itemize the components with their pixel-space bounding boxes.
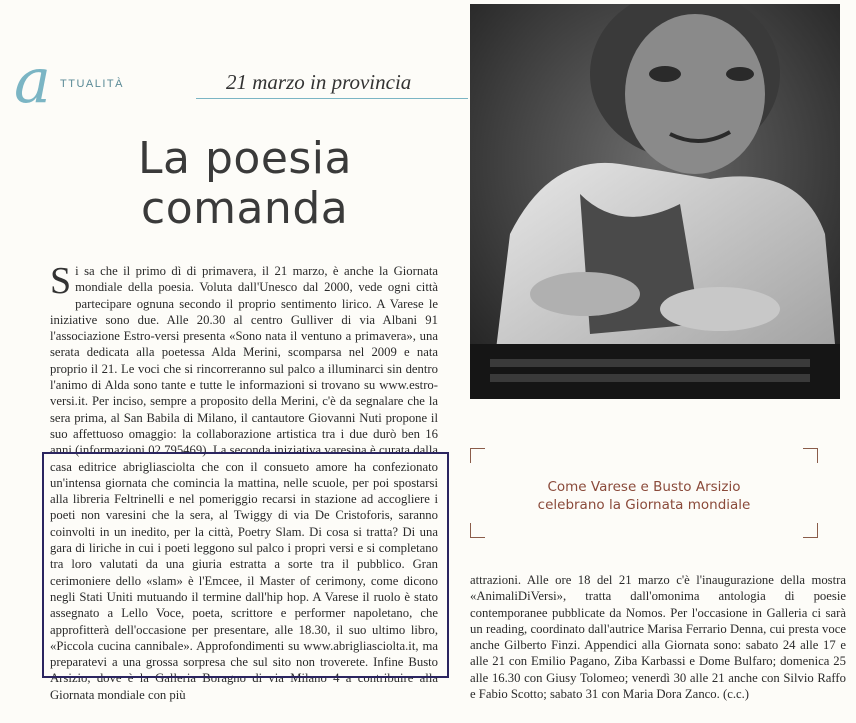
kicker: 21 marzo in provincia xyxy=(226,70,412,94)
article-column-1 xyxy=(50,260,438,703)
kicker-rule xyxy=(196,98,468,99)
article-body-col2: attrazioni. Alle ore 18 del 21 marzo c'è l'inaugurazione della mostra «AnimaliDiVersi», tratta dall'omonima antologia di poesie contemporanee pubblicate da Nomos. Per l'occasione in Galleria ci sarà un reading, coordinato dall'autrice Marisa Ferrario Denna, cui presta voce anche Gilberto Finzi. Appendici alla Giornata sono: sabato 24 alle 17 e alle 21 con Emilio Pagano, Ziba Karbassi e Dome Bulfaro; domenica 25 alle 16.30 con Giusy Tolomeo; venerdì 30 alle 21 anche con Silvio Raffo e Fabio Scotto; sabato 31 con Maria Dora Zanco. (c.c.) xyxy=(470,573,846,702)
title-line-1: La poesia xyxy=(138,133,352,184)
drop-cap: S xyxy=(50,260,72,302)
title-line-2: comanda xyxy=(141,183,349,234)
pull-quote-text xyxy=(470,478,818,514)
pull-quote-line-1: Come Varese e Busto Arsizio xyxy=(547,479,741,495)
photo-woman-typewriter xyxy=(470,4,840,399)
corner-bracket xyxy=(803,448,818,463)
section-label: TTUALITÀ xyxy=(60,78,124,90)
section-initial: a xyxy=(14,44,51,117)
pull-quote-line-2: celebrano la Giornata mondiale xyxy=(537,497,751,513)
corner-bracket xyxy=(470,448,485,463)
page-title xyxy=(138,134,352,234)
article-body-col1: i sa che il primo dì di primavera, il 21 marzo, è anche la Giornata mondiale della poesia. Voluta dall'Unesco dal 2000, vede ogni città partecipare ognuna secondo il proprio sentimento lirico. A Varese le iniziative sono due. Alle 20.30 al centro Gulliver di via Albani 91 l'associazione Estro-versi presenta «Sono nata il ventuno a primavera», una serata dedicata alla poetessa Alda Merini, scomparsa nel 2009 e nata proprio il 21. Le voci che si rincorreranno sul palco a illuminarci sin dentro l'animo di Alda sono tante e tutte le informazioni si trovano su www.estro-versi.it. Per inciso, sempre a proposito della Merini, c'è da segnalare che la sera prima, al San Babila di Milano, il cantautore Giovanni Nuti propone il suo affettuoso omaggio: la collaborazione artistica tra i due durò ben 16 anni (informazioni 02.795469). La seconda iniziativa varesina è curata dalla casa editrice abrigliasciolta che con il consueto amore ha confezionato un'intensa giornata che comincia la mattina, nelle scuole, per poi spostarsi alla libreria Feltrinelli e nel pomeriggio recarsi in stazione ad accogliere i poeti non varesini che la sera, al Twiggy di via De Cristoforis, saranno coinvolti in un inedito, per la città, Poetry Slam. Di cosa si tratta? Di una gara di liriche in cui i poeti leggono sul palco i propri versi e si completano tra loro valutati da una giuria estratta a sorte tra il pubblico. Gran cerimoniere dello «slam» è l'Emcee, il Master of cerimony, come dicono negli Stati Uniti mutuando il termine dall'hip hop. A Varese il ruolo è stato assegnato a Lello Voce, poeta, scrittore e performer napoletano, che approfitterà dell'occasione per presentare, alle 18.30, il suo ultimo libro, «Piccola cucina cannibale». Approfondimenti su www.abrigliasciolta.it, ma preparatevi a una grossa sorpresa che sul sito non troverete. Infine Busto Arsizio, dove è la Galleria Boragno di via Milano 4 a contribuire alla Giornata mondiale con più xyxy=(50,264,438,702)
corner-bracket xyxy=(803,523,818,538)
pull-quote xyxy=(470,448,818,538)
corner-bracket xyxy=(470,523,485,538)
article-column-2 xyxy=(470,572,846,702)
photo-illustration xyxy=(470,4,840,399)
